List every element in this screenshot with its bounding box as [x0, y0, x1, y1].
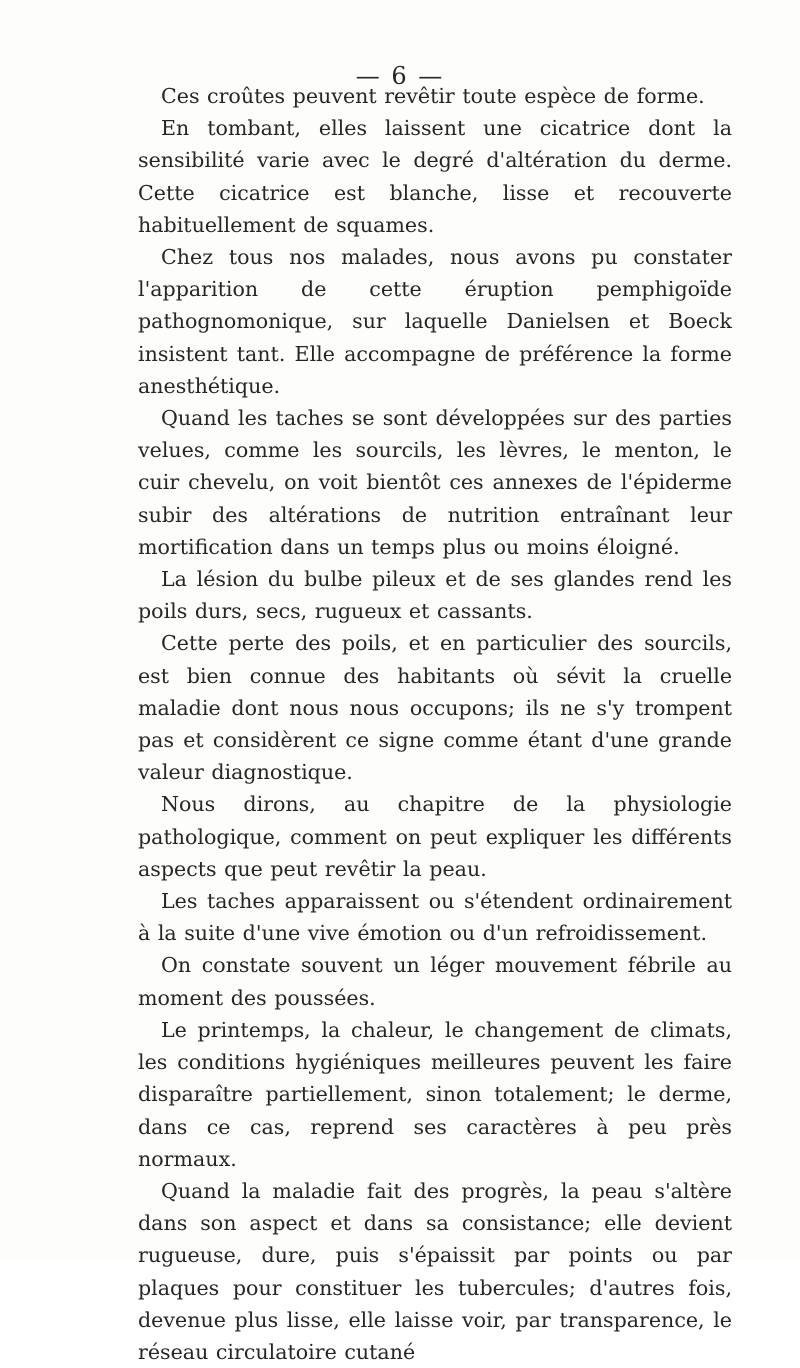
paragraph: La lésion du bulbe pileux et de ses glandes rend les poils durs, secs, rugueux et cassants.: [138, 567, 732, 624]
paragraph: On constate souvent un léger mouvement fébrile au moment des poussées.: [138, 953, 732, 1010]
paragraph: Nous dirons, au chapitre de la physiologie pathologique, comment on peut expliquer les différents aspects que peut revêtir la peau.: [138, 792, 732, 881]
paragraph: Les taches apparaissent ou s'étendent ordinairement à la suite d'une vive émotion ou d'un refroidissement.: [138, 889, 732, 946]
paragraph: En tombant, elles laissent une cicatrice dont la sensibilité varie avec le degré d'altération du derme. Cette cicatrice est blanche, lisse et recouverte habituellement de squames.: [138, 116, 732, 237]
paragraph: Quand les taches se sont développées sur des parties velues, comme les sourcils, les lèvres, le menton, le cuir chevelu, on voit bientôt ces annexes de l'épiderme subir des altérations de nutrition entraînant leur mortification dans un temps plus ou moins éloigné.: [138, 406, 732, 559]
paragraph: Chez tous nos malades, nous avons pu constater l'apparition de cette éruption pemphigoïde pathognomonique, sur laquelle Danielsen et Boeck insistent tant. Elle accompagne de préférence la forme anesthétique.: [138, 245, 732, 398]
paragraph: Le printemps, la chaleur, le changement de climats, les conditions hygiéniques meilleures peuvent les faire disparaître partiellement, sinon totalement; le derme, dans ce cas, reprend ses caractères à peu près normaux.: [138, 1017, 732, 1171]
paragraph: Ces croûtes peuvent revêtir toute espèce de forme.: [161, 84, 705, 108]
body-text: [138, 80, 732, 1368]
page-number: — 6 —: [355, 62, 445, 90]
paragraph: Quand la maladie fait des progrès, la peau s'altère dans son aspect et dans sa consistance; elle devient rugueuse, dure, puis s'épaissit par points ou par plaques pour constituer les tubercules; d'autres fois, devenue plus lisse, elle laisse voir, par transparence, le réseau circulatoire cutané: [138, 1178, 732, 1364]
paragraph: Cette perte des poils, et en particulier des sourcils, est bien connue des habitants où sévit la cruelle maladie dont nous nous occupons; ils ne s'y trompent pas et considèrent ce signe comme étant d'une grande valeur diagnostique.: [138, 631, 732, 785]
